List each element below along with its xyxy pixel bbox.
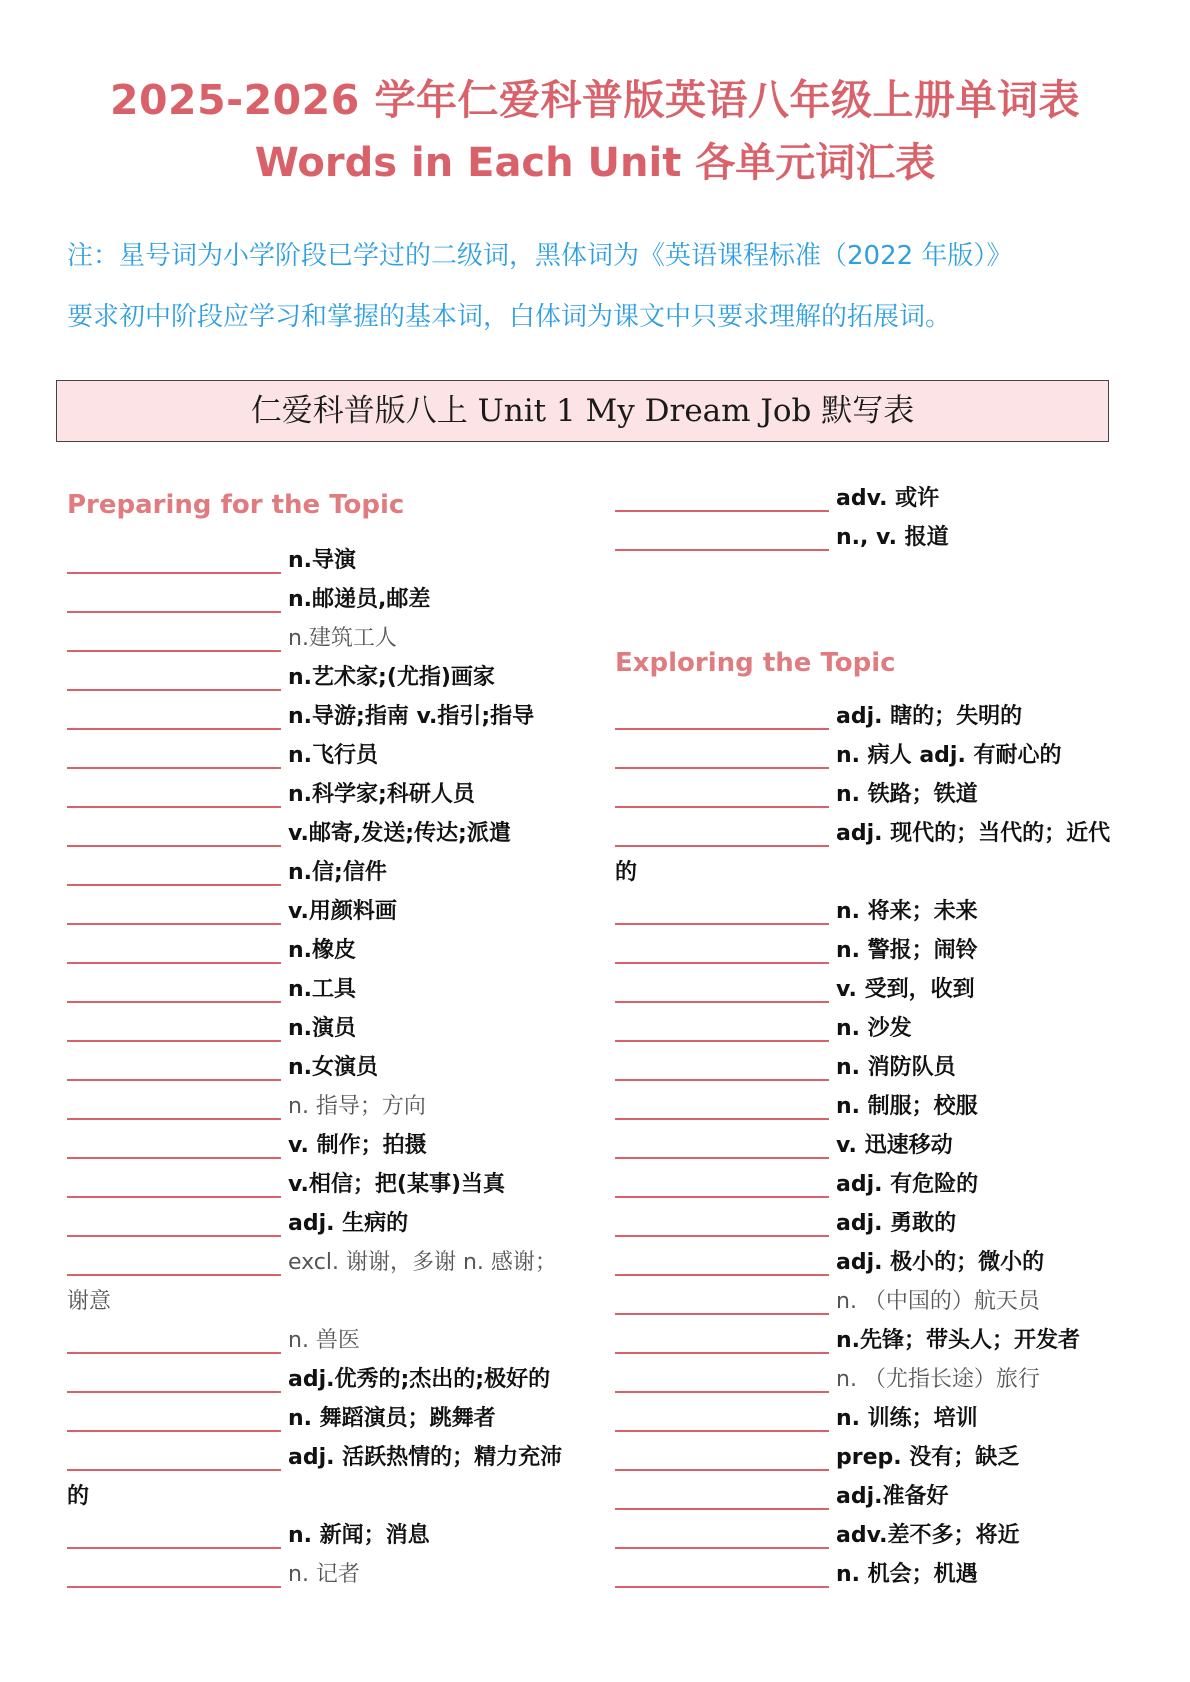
answer-blank[interactable] <box>615 1274 829 1276</box>
vocab-row <box>615 778 1135 812</box>
word-meaning: v. 制作；拍摄 <box>288 1133 427 1158</box>
answer-blank[interactable] <box>67 962 281 964</box>
word-meaning: n.演员 <box>288 1016 357 1041</box>
vocab-row <box>615 1207 1135 1241</box>
word-meaning: v.邮寄,发送;传达;派遣 <box>288 821 511 846</box>
answer-blank[interactable] <box>67 572 281 574</box>
note-line-2: 要求初中阶段应学习和掌握的基本词，白体词为课文中只要求理解的拓展词。 <box>67 302 952 332</box>
word-meaning: adj. 生病的 <box>288 1211 409 1236</box>
word-meaning: v. 迅速移动 <box>836 1133 953 1158</box>
vocab-row <box>615 817 1135 851</box>
answer-blank[interactable] <box>67 1430 281 1432</box>
vocab-row <box>615 1402 1135 1436</box>
vocab-row <box>67 1129 577 1163</box>
section-heading-preparing: Preparing for the Topic <box>67 490 405 520</box>
word-meaning: excl. 谢谢，多谢 n. 感谢； <box>288 1250 557 1275</box>
vocab-row <box>67 1246 577 1280</box>
word-meaning: adj. 极小的；微小的 <box>836 1250 1045 1275</box>
word-meaning: adj. 活跃热情的；精力充沛 <box>288 1445 563 1470</box>
word-meaning: n.信;信件 <box>288 860 387 885</box>
word-meaning: n.女演员 <box>288 1055 379 1080</box>
answer-blank[interactable] <box>615 728 829 730</box>
answer-blank[interactable] <box>615 510 829 512</box>
answer-blank[interactable] <box>615 1586 829 1588</box>
answer-blank[interactable] <box>67 689 281 691</box>
word-meaning: n.建筑工人 <box>288 626 397 651</box>
answer-blank[interactable] <box>615 1508 829 1510</box>
vocab-row <box>67 1441 577 1475</box>
word-meaning: n.橡皮 <box>288 938 357 963</box>
answer-blank[interactable] <box>67 1079 281 1081</box>
word-meaning: adj.优秀的;杰出的;极好的 <box>288 1367 551 1392</box>
word-meaning: adj. 瞎的；失明的 <box>836 704 1023 729</box>
answer-blank[interactable] <box>615 1196 829 1198</box>
answer-blank[interactable] <box>67 1586 281 1588</box>
answer-blank[interactable] <box>615 923 829 925</box>
answer-blank[interactable] <box>615 845 829 847</box>
answer-blank[interactable] <box>615 806 829 808</box>
section-heading-exploring: Exploring the Topic <box>615 648 896 678</box>
word-meaning: n. 舞蹈演员；跳舞者 <box>288 1406 496 1431</box>
word-meaning: n. 记者 <box>288 1562 360 1587</box>
answer-blank[interactable] <box>67 650 281 652</box>
vocab-row <box>67 1168 577 1202</box>
vocab-row <box>615 934 1135 968</box>
answer-blank[interactable] <box>67 1547 281 1549</box>
word-meaning: v.相信；把(某事)当真 <box>288 1172 506 1197</box>
word-meaning: n. 沙发 <box>836 1016 912 1041</box>
answer-blank[interactable] <box>67 1469 281 1471</box>
vocab-row <box>67 700 577 734</box>
answer-blank[interactable] <box>615 1547 829 1549</box>
word-meaning: adv.差不多；将近 <box>836 1523 1020 1548</box>
word-meaning: n.工具 <box>288 977 357 1002</box>
vocab-row <box>67 817 577 851</box>
answer-blank[interactable] <box>67 767 281 769</box>
answer-blank[interactable] <box>615 1001 829 1003</box>
word-meaning: n. 将来；未来 <box>836 899 978 924</box>
answer-blank[interactable] <box>615 1391 829 1393</box>
word-meaning: n. 训练；培训 <box>836 1406 978 1431</box>
vocab-row <box>615 1129 1135 1163</box>
word-meaning-continued: 的 <box>615 860 638 885</box>
answer-blank[interactable] <box>67 611 281 613</box>
vocab-row <box>615 895 1135 929</box>
answer-blank[interactable] <box>67 845 281 847</box>
word-meaning: adj. 有危险的 <box>836 1172 979 1197</box>
vocab-row <box>67 778 577 812</box>
vocab-row <box>615 700 1135 734</box>
word-meaning: n. 指导；方向 <box>288 1094 426 1119</box>
vocab-row <box>67 1558 577 1592</box>
vocab-row <box>67 856 577 890</box>
vocab-row <box>615 521 1135 555</box>
vocab-row <box>615 1558 1135 1592</box>
note-line-1: 注：星号词为小学阶段已学过的二级词，黑体词为《英语课程标准（2022 年版）》 <box>67 241 1013 271</box>
word-meaning: n.邮递员,邮差 <box>288 587 431 612</box>
vocab-row <box>67 895 577 929</box>
word-meaning: n., v. 报道 <box>836 525 949 550</box>
word-meaning: prep. 没有；缺乏 <box>836 1445 1020 1470</box>
answer-blank[interactable] <box>67 1274 281 1276</box>
answer-blank[interactable] <box>615 1235 829 1237</box>
vocab-row <box>615 1480 1135 1514</box>
vocab-row <box>615 1519 1135 1553</box>
word-meaning: adj. 现代的；当代的；近代 <box>836 821 1111 846</box>
answer-blank[interactable] <box>67 923 281 925</box>
word-meaning: n. 消防队员 <box>836 1055 956 1080</box>
vocab-row <box>67 661 577 695</box>
word-meaning: adv. 或许 <box>836 486 940 511</box>
answer-blank[interactable] <box>67 806 281 808</box>
vocab-row <box>67 739 577 773</box>
word-meaning: n. 制服；校服 <box>836 1094 978 1119</box>
vocab-row <box>67 583 577 617</box>
word-meaning: n.飞行员 <box>288 743 379 768</box>
word-meaning: n. 机会；机遇 <box>836 1562 978 1587</box>
answer-blank[interactable] <box>67 1118 281 1120</box>
vocab-row <box>615 1285 1135 1319</box>
answer-blank[interactable] <box>615 1352 829 1354</box>
answer-blank[interactable] <box>615 767 829 769</box>
vocab-row <box>615 739 1135 773</box>
answer-blank[interactable] <box>67 1196 281 1198</box>
word-meaning-continued: 的 <box>67 1484 90 1509</box>
page-subtitle: Words in Each Unit 各单元词汇表 <box>254 140 936 186</box>
answer-blank[interactable] <box>67 1391 281 1393</box>
vocab-row <box>67 1324 577 1358</box>
answer-blank[interactable] <box>67 1040 281 1042</box>
vocab-row <box>615 1168 1135 1202</box>
word-meaning: n. 警报；闹铃 <box>836 938 978 963</box>
word-meaning: n. 病人 adj. 有耐心的 <box>836 743 1062 768</box>
word-meaning: n. 铁路；铁道 <box>836 782 978 807</box>
answer-blank[interactable] <box>67 884 281 886</box>
unit-header: 仁爱科普版八上 Unit 1 My Dream Job 默写表 <box>56 380 1109 442</box>
answer-blank[interactable] <box>67 1352 281 1354</box>
vocab-row <box>67 1012 577 1046</box>
answer-blank[interactable] <box>67 1001 281 1003</box>
word-meaning: adj.准备好 <box>836 1484 949 1509</box>
vocab-row <box>67 622 577 656</box>
word-meaning: n. 兽医 <box>288 1328 360 1353</box>
vocab-row <box>615 1441 1135 1475</box>
answer-blank[interactable] <box>615 1079 829 1081</box>
word-meaning: adj. 勇敢的 <box>836 1211 957 1236</box>
word-meaning: n. （中国的）航天员 <box>836 1289 1040 1314</box>
vocab-row <box>67 1207 577 1241</box>
answer-blank[interactable] <box>615 1157 829 1159</box>
vocab-row <box>615 1246 1135 1280</box>
vocab-row <box>67 1402 577 1436</box>
word-meaning: n. （尤指长途）旅行 <box>836 1367 1040 1392</box>
vocab-row <box>615 973 1135 1007</box>
word-meaning: v.用颜料画 <box>288 899 397 924</box>
answer-blank[interactable] <box>67 1157 281 1159</box>
answer-blank[interactable] <box>615 1040 829 1042</box>
vocab-row <box>615 1090 1135 1124</box>
vocab-row <box>67 1090 577 1124</box>
vocab-row <box>615 1012 1135 1046</box>
vocab-row <box>615 1051 1135 1085</box>
word-meaning: n.导游;指南 v.指引;指导 <box>288 704 535 729</box>
vocab-row <box>67 1051 577 1085</box>
answer-blank[interactable] <box>67 728 281 730</box>
vocab-row <box>615 1324 1135 1358</box>
vocab-row <box>67 934 577 968</box>
answer-blank[interactable] <box>615 549 829 551</box>
answer-blank[interactable] <box>615 1469 829 1471</box>
vocab-row <box>67 973 577 1007</box>
page-title: 2025-2026 学年仁爱科普版英语八年级上册单词表 <box>109 76 1080 124</box>
word-meaning: n.先锋；带头人；开发者 <box>836 1328 1081 1353</box>
answer-blank[interactable] <box>615 1313 829 1315</box>
answer-blank[interactable] <box>615 1118 829 1120</box>
answer-blank[interactable] <box>67 1235 281 1237</box>
vocab-row <box>67 544 577 578</box>
answer-blank[interactable] <box>615 1430 829 1432</box>
vocab-row <box>615 482 1135 516</box>
word-meaning: n.科学家;科研人员 <box>288 782 475 807</box>
word-meaning-continued: 谢意 <box>67 1289 112 1314</box>
vocab-row <box>615 1363 1135 1397</box>
word-meaning: n. 新闻；消息 <box>288 1523 430 1548</box>
word-meaning: n.艺术家;(尤指)画家 <box>288 665 495 690</box>
word-meaning: n.导演 <box>288 548 357 573</box>
vocab-row <box>67 1363 577 1397</box>
answer-blank[interactable] <box>615 962 829 964</box>
word-meaning: v. 受到，收到 <box>836 977 975 1002</box>
vocab-row <box>67 1519 577 1553</box>
